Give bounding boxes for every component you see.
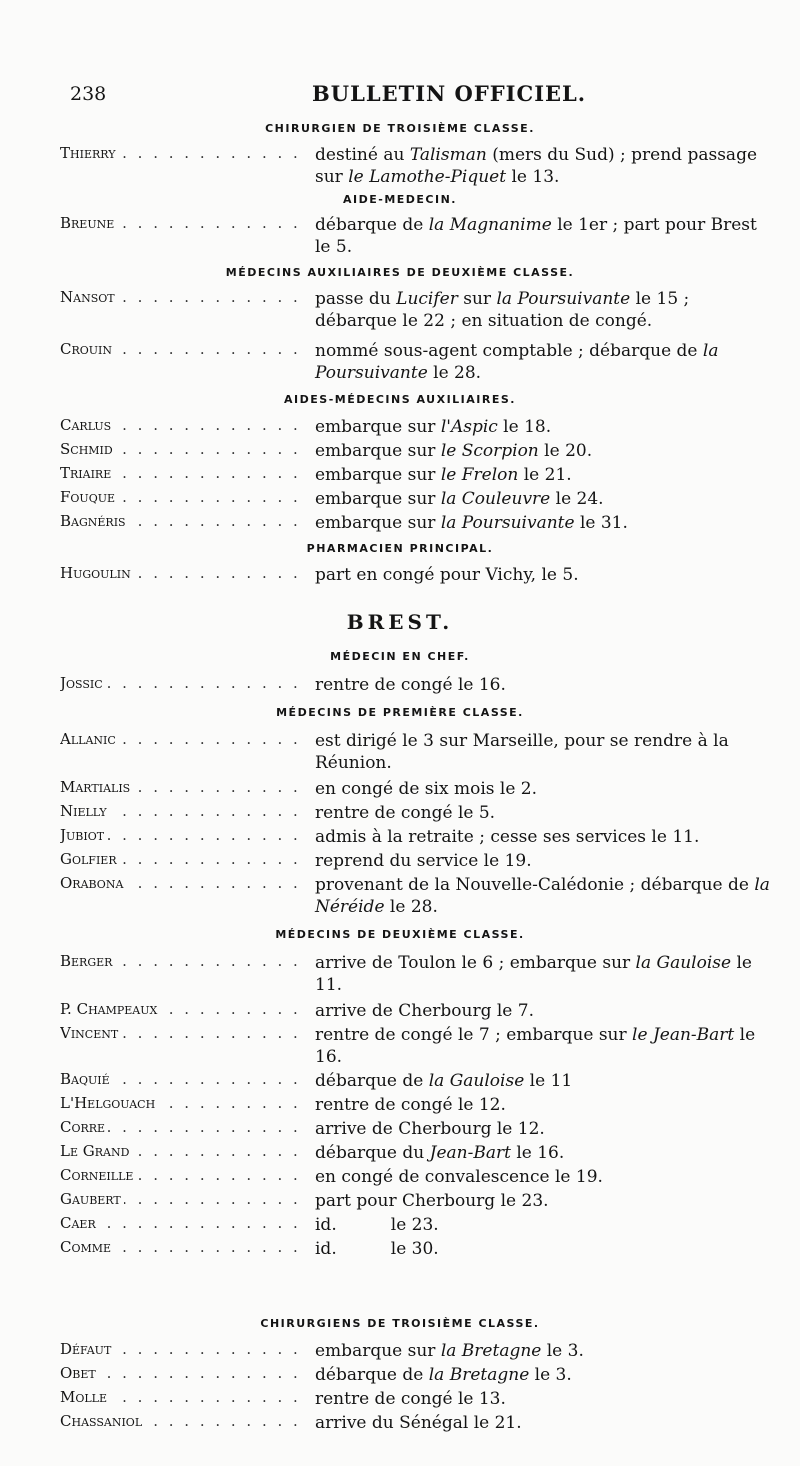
entry-text: embarque sur le Scorpion le 20. xyxy=(315,441,593,461)
entry-text: est dirigé le 3 sur Marseille, pour se rendre à la Réunion. xyxy=(315,731,729,773)
entry-name: Défaut xyxy=(60,1340,114,1358)
page-number: 238 xyxy=(70,83,107,105)
entry-text: embarque sur l'Aspic le 18. xyxy=(315,417,552,437)
entry-text: part en congé pour Vichy, le 5. xyxy=(315,565,579,585)
entry-name: Obet xyxy=(60,1364,99,1382)
entry-name: Triaire xyxy=(60,464,114,482)
entry-text: destiné au Talisman (mers du Sud) ; prend passage sur le Lamothe-Piquet le 13. xyxy=(315,145,758,187)
entry-text: rentre de congé le 12. xyxy=(315,1095,506,1115)
section-heading: MÉDECIN EN CHEF. xyxy=(330,650,470,663)
entry-text: arrive de Cherbourg le 12. xyxy=(315,1119,545,1139)
entry-text: part pour Cherbourg le 23. xyxy=(315,1191,549,1211)
entry-text: reprend du service le 19. xyxy=(315,851,532,871)
entry-name: Corre xyxy=(60,1118,108,1136)
entry-name: Fouque xyxy=(60,488,118,506)
entry-name: Le Grand xyxy=(60,1142,132,1160)
entry-name: Molle xyxy=(60,1388,110,1406)
entry-name: Comme xyxy=(60,1238,114,1256)
entry-text: provenant de la Nouvelle-Calédonie ; débarque de la Néréide le 28. xyxy=(315,875,770,917)
entry-name: Bagnéris xyxy=(60,512,129,530)
entry-text: rentre de congé le 16. xyxy=(315,675,506,695)
entry-text: arrive de Cherbourg le 7. xyxy=(315,1001,534,1021)
entry-text: débarque de la Bretagne le 3. xyxy=(315,1365,572,1385)
entry-text: en congé de convalescence le 19. xyxy=(315,1167,603,1187)
entry-text: rentre de congé le 13. xyxy=(315,1389,506,1409)
entry-name: Golfier xyxy=(60,850,120,868)
entry-text: débarque de la Magnanime le 1er ; part pour Brest le 5. xyxy=(315,215,757,257)
entry-name: Hugoulin xyxy=(60,564,134,582)
section-heading: MÉDECINS AUXILIAIRES DE DEUXIÈME CLASSE. xyxy=(225,266,575,279)
entry-text: rentre de congé le 7 ; embarque sur le Jean-Bart le 16. xyxy=(315,1025,756,1067)
running-title: BULLETIN OFFICIEL. xyxy=(312,81,587,106)
entry-text: embarque sur la Couleuvre le 24. xyxy=(315,489,604,509)
entry-text: embarque sur la Bretagne le 3. xyxy=(315,1341,584,1361)
entry-text: débarque de la Gauloise le 11 xyxy=(315,1071,573,1091)
entry-name: Schmid xyxy=(60,440,116,458)
entry-name: Corneille xyxy=(60,1166,136,1184)
entry-name: Vincent xyxy=(60,1024,121,1042)
entry-text: en congé de six mois le 2. xyxy=(315,779,538,799)
entry-name: L'Helgouach xyxy=(60,1094,158,1112)
section-heading: AIDE-MEDECIN. xyxy=(343,193,457,206)
entry-text: embarque sur la Poursuivante le 31. xyxy=(315,513,628,533)
entry-name: Jossic xyxy=(60,674,106,692)
entry-text: arrive de Toulon le 6 ; embarque sur la Gauloise le 11. xyxy=(315,953,752,995)
entry-name: Breune xyxy=(60,214,117,232)
section-heading: AIDES-MÉDECINS AUXILIAIRES. xyxy=(284,393,516,406)
entry-text: id. le 23. xyxy=(315,1215,439,1235)
entry-name: Thierry xyxy=(60,144,118,162)
entry-name: Allanic xyxy=(60,730,119,748)
entry-name: P. Champeaux xyxy=(60,1000,160,1018)
entry-text: embarque sur le Frelon le 21. xyxy=(315,465,572,485)
entry-name: Berger xyxy=(60,952,115,970)
section-heading: PHARMACIEN PRINCIPAL. xyxy=(306,542,494,555)
section-heading: CHIRURGIEN DE TROISIÈME CLASSE. xyxy=(265,122,535,135)
city-heading: BREST. xyxy=(346,610,454,634)
entry-name: Carlus xyxy=(60,416,114,434)
entry-name: Crouin xyxy=(60,340,115,358)
entry-text: rentre de congé le 5. xyxy=(315,803,496,823)
section-heading: MÉDECINS DE DEUXIÈME CLASSE. xyxy=(275,928,525,941)
section-heading: CHIRURGIENS DE TROISIÈME CLASSE. xyxy=(260,1317,540,1330)
section-heading: MÉDECINS DE PREMIÈRE CLASSE. xyxy=(276,706,524,719)
entry-name: Nielly xyxy=(60,802,110,820)
entry-text: nommé sous-agent comptable ; débarque de la Poursuivante le 28. xyxy=(315,341,719,383)
entry-text: id. le 30. xyxy=(315,1239,439,1259)
entry-text: admis à la retraite ; cesse ses services le 11. xyxy=(315,827,700,847)
entry-name: Gaubert xyxy=(60,1190,124,1208)
entry-name: Nansot xyxy=(60,288,118,306)
entry-text: arrive du Sénégal le 21. xyxy=(315,1413,522,1433)
entry-name: Chassaniol xyxy=(60,1412,145,1430)
page-header xyxy=(60,79,760,109)
entry-name: Martialis xyxy=(60,778,133,796)
entry-name: Caer xyxy=(60,1214,99,1232)
entry-name: Orabona xyxy=(60,874,126,892)
entry-name: Baquié xyxy=(60,1070,113,1088)
entry-name: Jubiot xyxy=(60,826,107,844)
entry-text: passe du Lucifer sur la Poursuivante le 15 ; débarque le 22 ; en situation de congé. xyxy=(315,289,690,331)
entry-text: débarque du Jean-Bart le 16. xyxy=(315,1143,565,1163)
